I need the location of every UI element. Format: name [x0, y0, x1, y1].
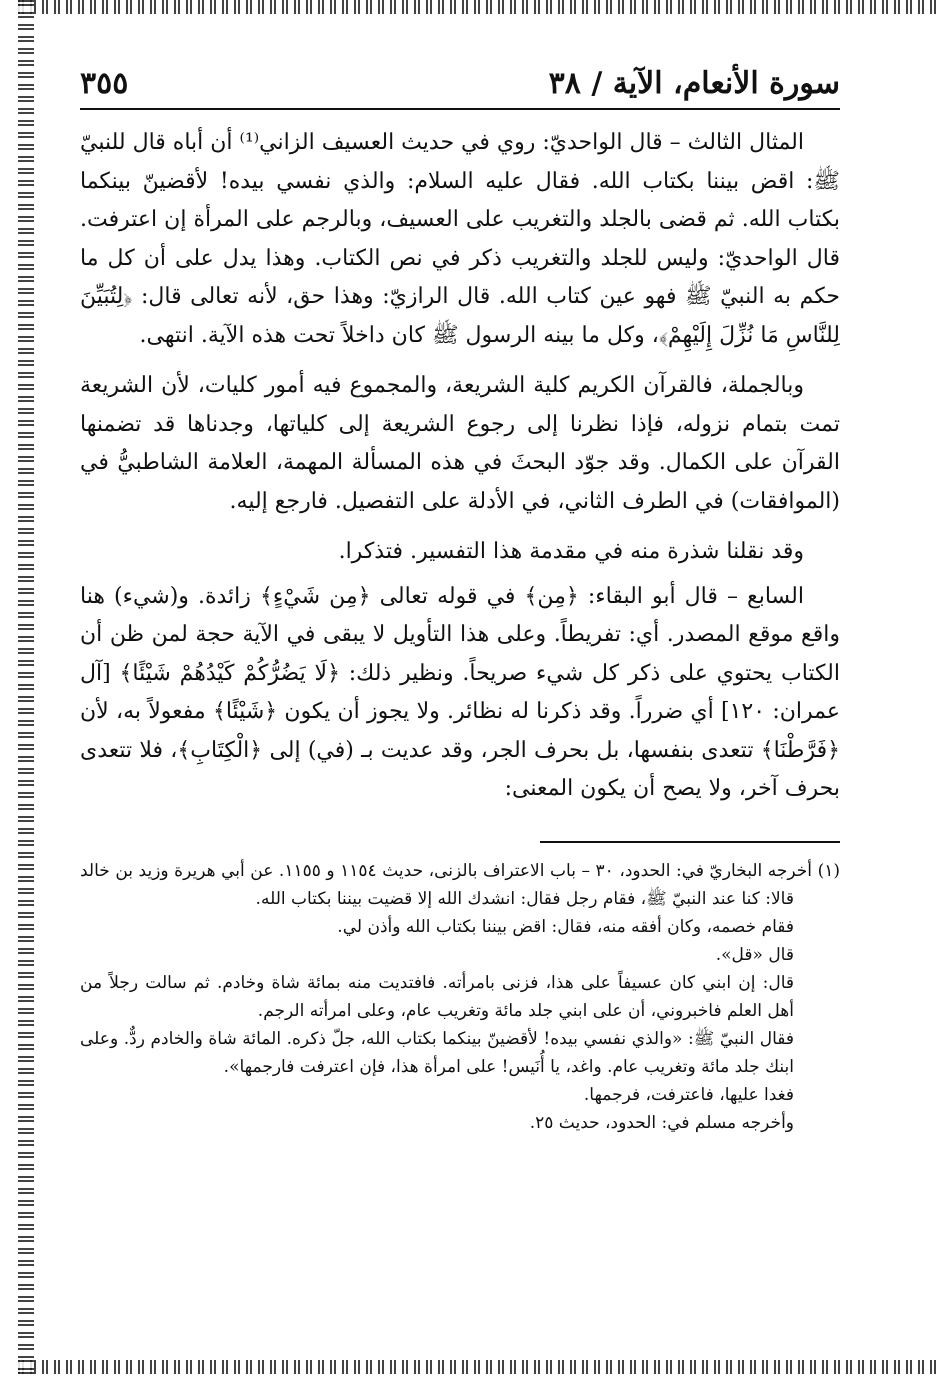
page-header — [80, 60, 840, 110]
footnote-line: فغدا عليها، فاعترفت، فرجمها. — [583, 1084, 794, 1105]
paragraph: وقد نقلنا شذرة منه في مقدمة هذا التفسير. فتذكرا. — [338, 539, 804, 564]
decorative-border-bottom — [18, 1360, 939, 1374]
footnote-line: فقام خصمه، وكان أفقه منه، فقال: اقض بيننا بكتاب الله وأذن لي. — [337, 916, 794, 937]
paragraph: السابع – قال أبو البقاء: ﴿مِن﴾ في قوله تعالى ﴿مِن شَيْءٍ﴾ زائدة. و(شيء) هنا واقع موقع المصدر. أي: تفريطاً. وعلى هذا التأويل لا يبقى في الآية حجة لمن ظن أن الكتاب يحتوي على ذكر كل شيء صريحاً. ونظير ذلك: ﴿لَا يَضُرُّكُمْ كَيْدُهُمْ شَيْئًا﴾ [آل عمران: ١٢٠] أي ضرراً. وقد ذكرنا له نظائر. ولا يجوز أن يكون ﴿شَيْئًا﴾ مفعولاً به، لأن ﴿فَرَّطْنَا﴾ تتعدى بنفسها، بل بحرف الجر، وقد عديت بـ (في) إلى ﴿الْكِتَابِ﴾، فلا تتعدى بحرف آخر، ولا يصح أن يكون المعنى: — [80, 583, 840, 801]
decorative-border-left — [18, 0, 34, 1374]
footnote-line: وأخرجه مسلم في: الحدود، حديث ٢٥. — [529, 1112, 794, 1133]
paragraph: المثال الثالث – قال الواحديّ: روي في حديث العسيف الزاني⁽¹⁾ أن أباه قال للنبيّ ﷺ: اقض بيننا بكتاب الله. فقال عليه السلام: والذي نفسي بيده! لأقضينّ بينكما بكتاب الله. ثم قضى بالجلد والتغريب على العسيف، وبالرجم على المرأة إن اعترفت. قال الواحديّ: وليس للجلد والتغريب ذكر في نص الكتاب. وهذا يدل على أن كل ما حكم به النبيّ ﷺ فهو عين كتاب الله. قال الرازيّ: وهذا حق، لأنه تعالى قال: ﴿لِتُبَيِّنَ لِلنَّاسِ مَا نُزِّلَ إِلَيْهِمْ﴾، وكل ما بينه الرسول ﷺ كان داخلاً تحت هذه الآية. انتهى. — [80, 130, 840, 348]
footnotes — [80, 857, 840, 1137]
paragraph: وبالجملة، فالقرآن الكريم كلية الشريعة، والمجموع فيه أمور كليات، لأن الشريعة تمت بتمام نزوله، فإذا نظرنا إلى رجوع الشريعة إلى كلياتها، وجدناها قد تضمنها القرآن على الكمال. وقد جوّد البحثَ في هذه المسألة المهمة، العلامة الشاطبيُّ في (الموافقات) في الطرف الثاني، في الأدلة على التفصيل. فارجع إليه. — [80, 373, 840, 514]
footnote-line: فقال النبيّ ﷺ: «والذي نفسي بيده! لأقضينّ بينكما بكتاب الله، جلّ ذكره. المائة شاة والخادم ردٌّ. وعلى ابنك جلد مائة وتغريب عام. واغد، يا أُنَيس! على امرأة هذا، فإن اعترفت فارجمها». — [80, 1028, 794, 1077]
footnote-line: (١) أخرجه البخاريّ في: الحدود، ٣٠ – باب الاعتراف بالزنى، حديث ١١٥٤ و ١١٥٥. عن أبي هريرة وزيد بن خالد قالا: كنا عند النبيّ ﷺ، فقام رجل فقال: انشدك الله إلا قضيت بيننا بكتاب الله. — [80, 860, 840, 909]
decorative-border-top — [18, 0, 939, 14]
book-page — [80, 60, 840, 1137]
running-title: سورة الأنعام، الآية / ٣٨ — [548, 66, 840, 101]
footnote-separator — [540, 841, 840, 843]
footnote-line: قال «قل». — [715, 944, 794, 965]
page-number: ٣٥٥ — [80, 66, 129, 101]
main-text — [80, 124, 840, 809]
footnote-line: قال: إن ابني كان عسيفاً على هذا، فزنى بامرأته. فافتديت منه بمائة شاة وخادم. ثم سالت رجلاً من أهل العلم فاخبروني، أن على ابني جلد مائة وتغريب عام، وعلى امرأته الرجم. — [80, 972, 794, 1021]
